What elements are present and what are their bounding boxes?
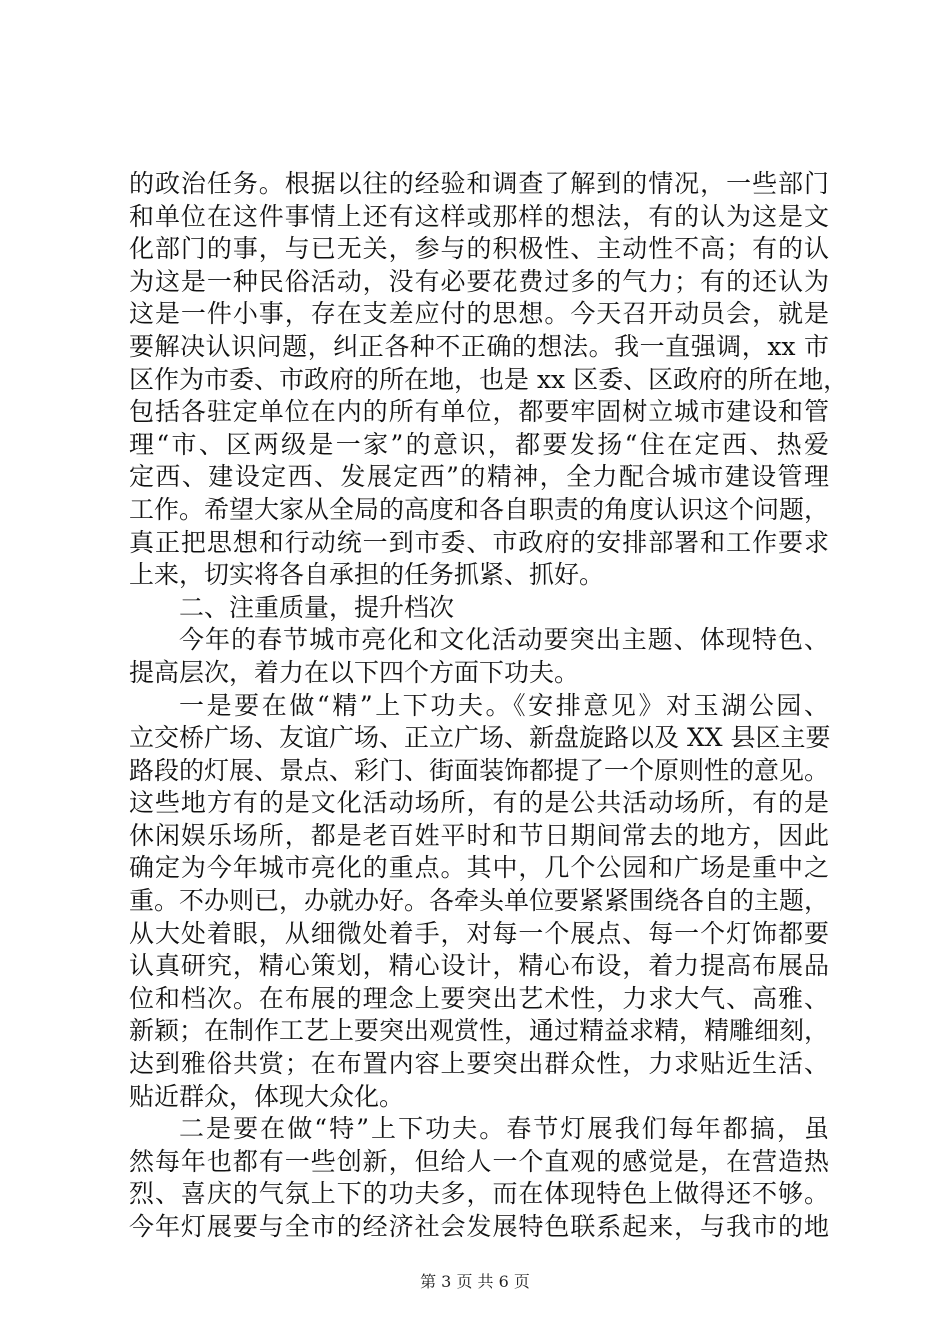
text-line: 立交桥广场、友谊广场、正立广场、新盘旋路以及 XX 县区主要: [129, 723, 831, 753]
document-body: [129, 168, 849, 1244]
text-line: 这些地方有的是文化活动场所，有的是公共活动场所，有的是: [129, 788, 829, 818]
text-line: 工作。希望大家从全局的高度和各自职责的角度认识这个问题，: [129, 494, 830, 524]
text-line: 包括各驻定单位在内的所有单位，都要牢固树立城市建设和管: [129, 397, 829, 427]
text-line: 上来，切实将各自承担的任务抓紧、抓好。: [129, 560, 605, 590]
text-line: 二是要在做“特”上下功夫。春节灯展我们每年都搞，虽: [179, 1114, 829, 1144]
text-line: 一是要在做“精”上下功夫。《安排意见》对玉湖公园、: [179, 690, 829, 720]
text-line: 重。不办则已，办就办好。各牵头单位要紧紧围绕各自的主题，: [129, 886, 830, 916]
text-line: 确定为今年城市亮化的重点。其中，几个公园和广场是重中之: [129, 853, 829, 883]
text-line: 要解决认识问题，纠正各种不正确的想法。我一直强调，xx 市: [129, 331, 829, 361]
text-line: 休闲娱乐场所，都是老百姓平时和节日期间常去的地方，因此: [129, 820, 829, 850]
page-footer: 第 3 页 共 6 页: [420, 1272, 530, 1291]
text-line: 然每年也都有一些创新，但给人一个直观的感觉是，在营造热: [129, 1146, 829, 1176]
text-line: 提高层次，着力在以下四个方面下功夫。: [129, 657, 580, 687]
text-line: 今年灯展要与全市的经济社会发展特色联系起来，与我市的地: [129, 1212, 829, 1241]
text-line: 贴近群众，体现大众化。: [129, 1081, 405, 1111]
text-line: 认真研究，精心策划，精心设计，精心布设，着力提高布展品: [129, 951, 829, 981]
text-line: 烈、喜庆的气氛上下的功夫多，而在体现特色上做得还不够。: [129, 1179, 829, 1209]
text-line: 为这是一种民俗活动，没有必要花费过多的气力；有的还认为: [129, 266, 829, 296]
text-line: 从大处着眼，从细微处着手，对每一个展点、每一个灯饰都要: [129, 918, 829, 948]
text-line: 二、注重质量，提升档次: [179, 592, 455, 622]
text-line: 真正把思想和行动统一到市委、市政府的安排部署和工作要求: [129, 527, 829, 557]
text-line: 新颖；在制作工艺上要突出观赏性，通过精益求精，精雕细刻，: [129, 1016, 830, 1046]
text-line: 位和档次。在布展的理念上要突出艺术性，力求大气、高雅、: [129, 983, 829, 1013]
text-line: 路段的灯展、景点、彩门、街面装饰都提了一个原则性的意见。: [129, 755, 830, 785]
text-line: 今年的春节城市亮化和文化活动要突出主题、体现特色、: [179, 625, 829, 655]
text-line: 和单位在这件事情上还有这样或那样的想法，有的认为这是文: [129, 201, 829, 231]
text-line: 定西、建设定西、发展定西”的精神，全力配合城市建设管理: [129, 462, 829, 492]
text-line: 区作为市委、市政府的所在地，也是 xx 区委、区政府的所在地，: [129, 364, 849, 394]
text-line: 的政治任务。根据以往的经验和调查了解到的情况，一些部门: [129, 169, 829, 198]
text-line: 这是一件小事，存在支差应付的思想。今天召开动员会，就是: [129, 299, 829, 329]
text-line: 达到雅俗共赏；在布置内容上要突出群众性，力求贴近生活、: [129, 1049, 829, 1079]
text-line: 理“市、区两级是一家”的意识，都要发扬“住在定西、热爱: [129, 429, 829, 459]
text-line: 化部门的事，与已无关，参与的积极性、主动性不高；有的认: [129, 234, 829, 264]
